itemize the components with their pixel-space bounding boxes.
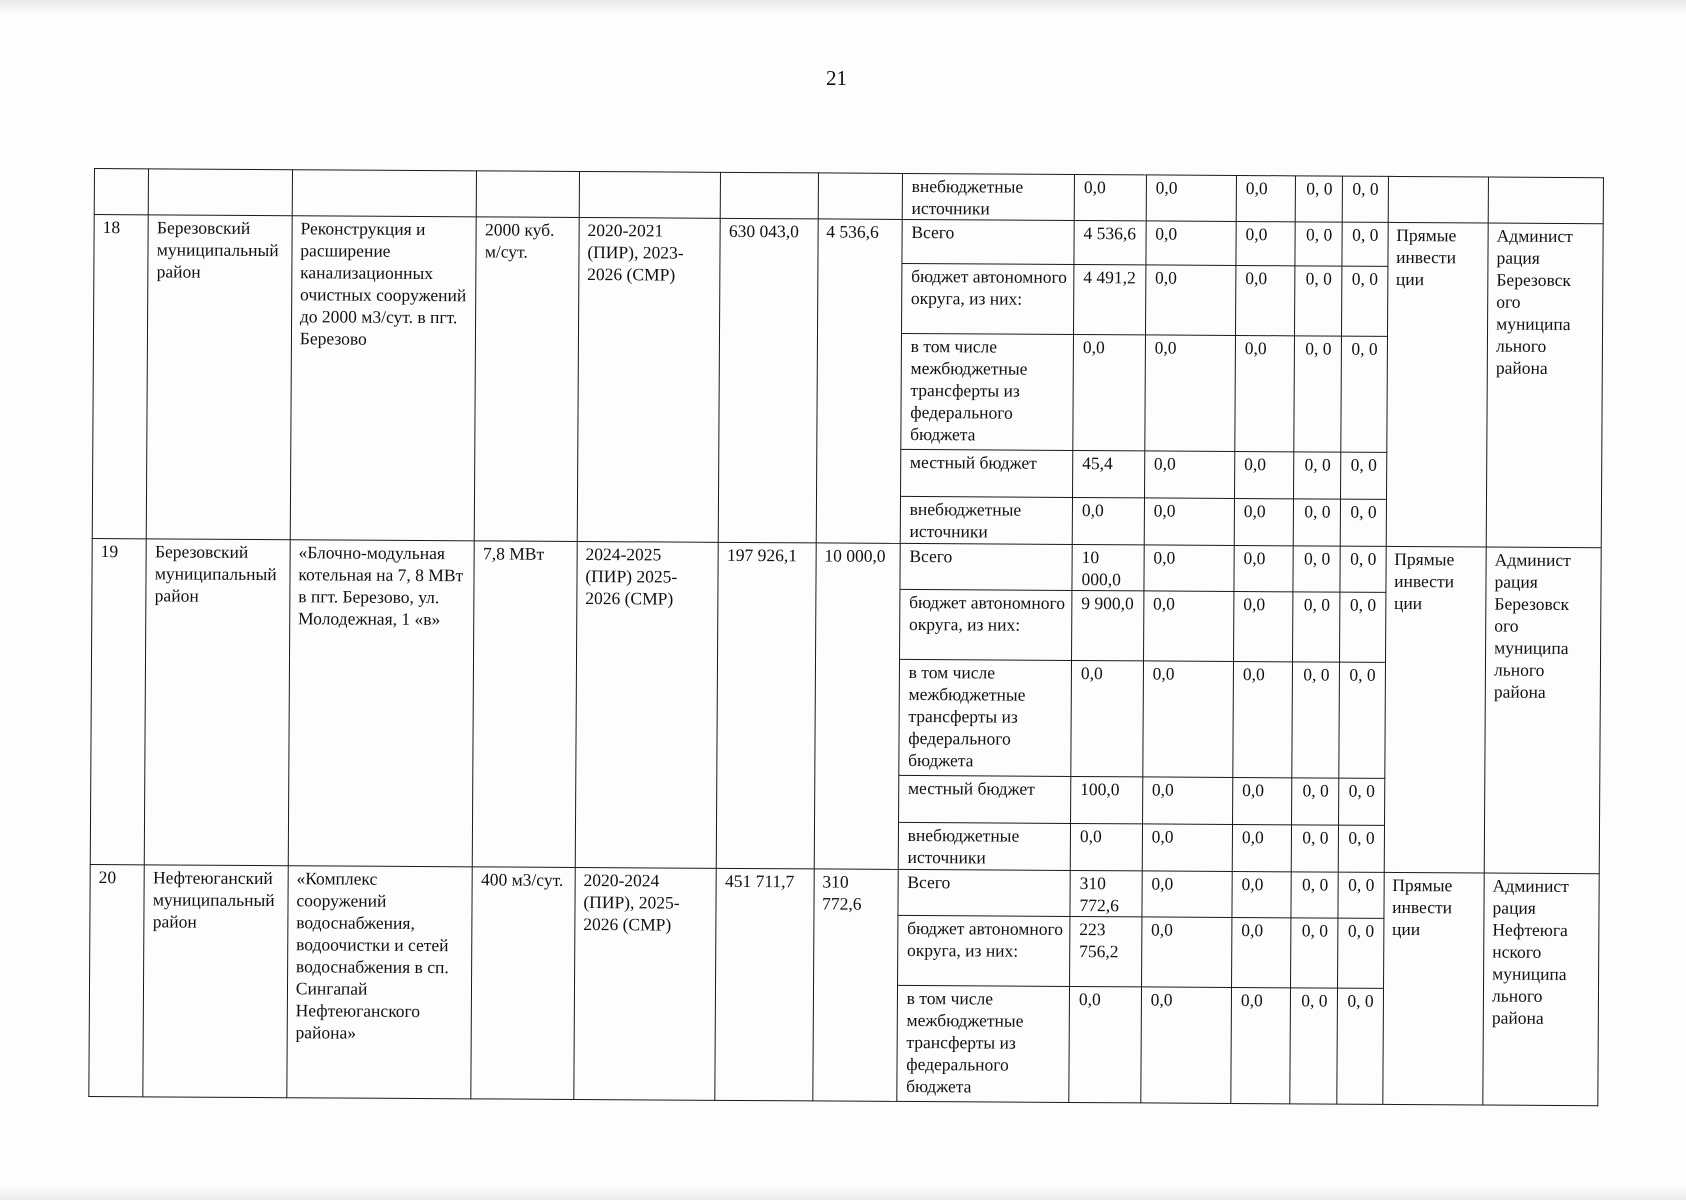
value-cell: 0,0 (1232, 824, 1292, 871)
funding-source: Всего (900, 543, 1072, 590)
empty-cell (1488, 177, 1603, 224)
value-cell: 0,0 (1141, 987, 1232, 1104)
capacity: 2000 куб. м/сут. (475, 217, 579, 542)
funding-source: в том числе межбюджетные трансферты из федерального бюджета (901, 333, 1074, 450)
funding-source: внебюджетные источники (900, 496, 1073, 544)
value-cell: 9 900,0 (1071, 590, 1143, 660)
value-cell: 0,0 (1232, 871, 1292, 917)
value-cell: 0, 0 (1295, 266, 1342, 336)
value-cell: 0,0 (1074, 174, 1146, 220)
capacity: 400 м3/сут. (471, 867, 575, 1100)
value-cell: 0, 0 (1341, 266, 1388, 336)
row-number: 18 (92, 215, 148, 539)
table-body (89, 169, 1604, 1106)
funding-source: бюджет автономного округа, из них: (901, 263, 1074, 334)
value-cell: 0, 0 (1338, 778, 1384, 825)
empty-cell (149, 169, 293, 216)
empty-cell (818, 173, 902, 220)
remaining-cost: 4 536,6 (816, 219, 902, 544)
value-cell: 0, 0 (1341, 222, 1387, 266)
funding-source: бюджет автономного округа, из них: (897, 915, 1070, 986)
scan-edge-bottom (0, 1186, 1686, 1200)
funding-source: в том числе межбюджетные трансферты из федерального бюджета (899, 659, 1072, 776)
value-cell: 0, 0 (1291, 918, 1338, 988)
row-number: 19 (90, 538, 146, 864)
value-cell: 0,0 (1146, 175, 1236, 222)
value-cell: 10 000,0 (1072, 544, 1144, 590)
value-cell: 0, 0 (1291, 872, 1337, 918)
value-cell: 0,0 (1142, 777, 1232, 825)
value-cell: 100,0 (1070, 776, 1142, 823)
page-number: 21 (826, 66, 847, 90)
value-cell: 0,0 (1143, 661, 1234, 778)
value-cell: 0,0 (1069, 986, 1141, 1102)
remaining-cost: 10 000,0 (814, 543, 900, 870)
value-cell: 0,0 (1234, 451, 1294, 498)
value-cell: 0,0 (1233, 591, 1293, 661)
value-cell: 0, 0 (1339, 592, 1386, 662)
value-cell: 0,0 (1145, 265, 1236, 336)
value-cell: 0,0 (1070, 823, 1142, 870)
value-cell: 0, 0 (1336, 988, 1383, 1104)
municipality: Березовский муниципальный район (145, 539, 291, 866)
empty-cell (94, 169, 149, 215)
implementation-period: 2024-2025 (ПИР) 2025-2026 (СМР) (575, 541, 718, 868)
value-cell: 0, 0 (1292, 778, 1338, 825)
value-cell: 0,0 (1141, 917, 1232, 988)
value-cell: 0, 0 (1292, 662, 1339, 778)
implementation-mechanism: Прямые инвести ции (1382, 872, 1484, 1105)
value-cell: 0,0 (1144, 498, 1234, 546)
funding-source: в том числе межбюджетные трансферты из федерального бюджета (897, 985, 1070, 1102)
value-cell: 0,0 (1234, 545, 1294, 591)
municipality: Березовский муниципальный район (147, 215, 292, 540)
value-cell: 0,0 (1235, 265, 1295, 335)
customer: Админист рация Березовск ого муниципа льного района (1484, 547, 1601, 874)
value-cell: 0,0 (1234, 498, 1294, 545)
table-row (94, 215, 1603, 268)
value-cell: 0, 0 (1340, 499, 1386, 546)
value-cell: 45,4 (1072, 450, 1144, 497)
implementation-mechanism: Прямые инвести ции (1386, 222, 1488, 547)
value-cell: 223 756,2 (1069, 916, 1141, 986)
table-row (92, 538, 1601, 593)
empty-cell (477, 171, 580, 218)
value-cell: 0, 0 (1292, 825, 1338, 872)
value-cell: 0,0 (1142, 871, 1232, 918)
capacity: 7,8 МВт (473, 541, 577, 868)
value-cell: 0, 0 (1337, 872, 1383, 918)
customer: Админист рация Березовск ого муниципа льного района (1486, 223, 1603, 548)
value-cell: 0, 0 (1294, 499, 1340, 546)
row-number: 20 (89, 864, 145, 1096)
value-cell: 0, 0 (1293, 592, 1340, 662)
value-cell: 0, 0 (1294, 336, 1341, 452)
value-cell: 0, 0 (1340, 336, 1387, 452)
municipality: Нефтеюганский муниципальный район (143, 865, 288, 1098)
scan-edge-top (0, 0, 1686, 14)
value-cell: 0,0 (1142, 824, 1232, 872)
empty-cell (292, 170, 477, 217)
customer: Админист рация Нефтеюга нского муниципа льного района (1483, 873, 1599, 1106)
empty-cell (721, 172, 819, 219)
value-cell: 0, 0 (1340, 452, 1386, 499)
value-cell: 0, 0 (1337, 918, 1384, 988)
value-cell: 0,0 (1235, 335, 1295, 451)
estimated-cost: 451 711,7 (715, 868, 814, 1101)
value-cell: 0, 0 (1338, 662, 1385, 778)
object-name: «Комплекс сооружений водоснабжения, водоочистки и сетей водоснабжения в сп. Сингапай Нефтеюганского района» (287, 866, 473, 1099)
implementation-mechanism: Прямые инвести ции (1384, 546, 1486, 873)
value-cell: 4 536,6 (1074, 220, 1146, 264)
funding-source: местный бюджет (898, 775, 1071, 823)
value-cell: 0, 0 (1296, 176, 1342, 222)
value-cell: 310 772,6 (1070, 870, 1142, 916)
value-cell: 0,0 (1144, 545, 1234, 592)
funding-source: внебюджетные источники (902, 173, 1074, 220)
value-cell: 0, 0 (1339, 546, 1385, 592)
funding-source: бюджет автономного округа, из них: (899, 589, 1072, 660)
estimated-cost: 630 043,0 (719, 218, 818, 543)
object-name: «Блочно-модульная котельная на 7, 8 МВт в пгт. Березово, ул. Молодежная, 1 «в» (288, 540, 475, 867)
funding-source: внебюджетные источники (898, 822, 1071, 870)
empty-cell (1388, 176, 1489, 223)
value-cell: 0, 0 (1294, 452, 1340, 499)
value-cell: 0,0 (1144, 451, 1234, 499)
investment-table (88, 168, 1604, 1106)
value-cell: 0, 0 (1290, 988, 1337, 1104)
value-cell: 4 491,2 (1073, 264, 1145, 334)
value-cell: 0,0 (1231, 987, 1291, 1103)
empty-cell (579, 171, 721, 218)
implementation-period: 2020-2024 (ПИР), 2025-2026 (СМР) (574, 867, 717, 1100)
value-cell: 0,0 (1236, 175, 1296, 221)
value-cell: 0,0 (1073, 334, 1145, 450)
value-cell: 0, 0 (1342, 176, 1388, 222)
estimated-cost: 197 926,1 (717, 542, 816, 869)
value-cell: 0,0 (1233, 661, 1293, 777)
value-cell: 0,0 (1236, 221, 1296, 265)
implementation-period: 2020-2021 (ПИР), 2023-2026 (СМР) (577, 217, 720, 542)
value-cell: 0,0 (1072, 497, 1144, 544)
remaining-cost: 310 772,6 (813, 869, 898, 1102)
value-cell: 0, 0 (1293, 546, 1339, 592)
value-cell: 0,0 (1146, 221, 1236, 266)
value-cell: 0,0 (1071, 660, 1143, 776)
value-cell: 0,0 (1143, 591, 1234, 662)
funding-source: местный бюджет (900, 449, 1073, 497)
value-cell: 0, 0 (1338, 825, 1384, 872)
value-cell: 0,0 (1145, 335, 1236, 452)
value-cell: 0,0 (1232, 777, 1292, 824)
value-cell: 0, 0 (1295, 222, 1341, 266)
object-name: Реконструкция и расширение канализационных очистных сооружений до 2000 м3/сут. в пгт. Березово (290, 216, 476, 541)
value-cell: 0,0 (1231, 917, 1291, 987)
funding-source: Всего (898, 869, 1070, 916)
funding-source: Всего (902, 219, 1074, 264)
table-row (90, 864, 1599, 919)
